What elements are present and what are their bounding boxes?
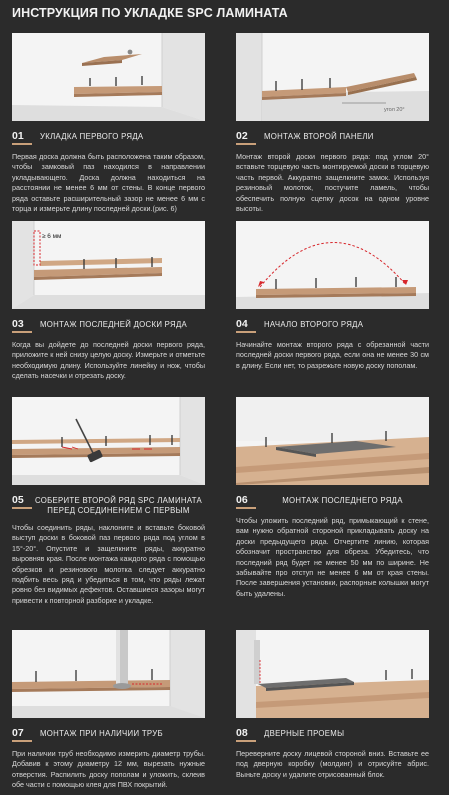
step-number: 01: [12, 130, 32, 145]
step-card-08: [236, 630, 429, 780]
step-text: Первая доска должна быть расположена таким образом, чтобы замковый паз находился в направлении укладывающего. Доска должна находиться на расстоянии не менее 6 мм от стены. В конце первого ряда оставьте расширительный зазор не менее 6 мм с торца и измерьте длину последней доски.(рис. 6): [12, 152, 205, 214]
step-number: 06: [236, 494, 256, 509]
step-text: Начинайте монтаж второго ряда с обрезанной части последней доски первого ряда, если она не менее 30 см в длину. Если нет, то разрежьте новую доску пополам.: [236, 340, 429, 370]
step-card-07: [12, 630, 205, 791]
step-card-06: [236, 397, 429, 599]
gap-label: ≥ 6 мм: [42, 233, 62, 240]
step-illustration-06: [236, 397, 429, 485]
step-card-01: [12, 33, 205, 214]
second-row-start-illustration: [236, 221, 429, 309]
second-panel-illustration: [236, 33, 429, 121]
step-number: 08: [236, 727, 256, 742]
step-heading: НАЧАЛО ВТОРОГО РЯДА: [264, 320, 364, 329]
step-heading: МОНТАЖ ВТОРОЙ ПАНЕЛИ: [264, 132, 374, 141]
last-row-illustration: [236, 397, 429, 485]
step-heading: МОНТАЖ ПОСЛЕДНЕГО РЯДА: [282, 496, 403, 505]
step-text: Чтобы уложить последний ряд, примыкающий к стене, вам нужно обратной стороной прикладывать доску на доски предыдущего ряда. Отчертите линию, которая обозначит пространство для обреза. Убедитесь, что последний ряд будет не менее 50 мм по ширине. Не забывайте про отступ не менее 6 мм от края стены. После завершения установки, распорные колышки могут быть удалены.: [236, 516, 429, 598]
step-illustration-02: [236, 33, 429, 121]
step-number: 07: [12, 727, 32, 742]
step-text: Монтаж второй доски первого ряда: под углом 20° вставьте торцевую часть монтируемой доски в торцевую часть первой. Аккуратно защелкните замок. Используя резиновый молоток, постучите ламель, чтобы обеспечить полную сцепку досок на одном уровне высоты.: [236, 152, 429, 214]
step-illustration-08: [236, 630, 429, 718]
step-card-04: [236, 221, 429, 371]
step-card-05: [12, 397, 205, 606]
page-title: ИНСТРУКЦИЯ ПО УКЛАДКЕ SPC ЛАМИНАТА: [12, 6, 288, 20]
doorway-illustration: [236, 630, 429, 718]
step-illustration-01: [12, 33, 205, 121]
last-board-illustration: [12, 221, 205, 309]
step-number: 03: [12, 318, 32, 333]
step-text: Переверните доску лицевой стороной вниз. Вставьте ее под дверную коробку (молдинг) и отрисуйте абрис. Выньте доску и удалите отрисованный блок.: [236, 749, 429, 779]
angle-label: угол 20°: [384, 107, 405, 113]
step-heading: ДВЕРНЫЕ ПРОЕМЫ: [264, 729, 345, 738]
second-row-assembly-illustration: [12, 397, 205, 485]
step-text: Когда вы дойдете до последней доски первого ряда, приложите к ней снизу целую доску. Измерьте и отметьте необходимую длину. Используйте линейку и нож, чтобы сделать насечки и отрезать доску.: [12, 340, 205, 381]
step-number: 05: [12, 494, 32, 509]
step-card-02: [236, 33, 429, 214]
step-heading: МОНТАЖ ПРИ НАЛИЧИИ ТРУБ: [40, 729, 163, 738]
step-illustration-05: [12, 397, 205, 485]
pipe-illustration: [12, 630, 205, 718]
step-text: Чтобы соединить ряды, наклоните и вставьте боковой выступ доски в боковой паз первого ряда под углом в 15°-20°. Опустите и защелкните ряды, аккуратно выровняв края. После монтажа каждого ряда с помощью обрезков и резинового молотка следует аккуратно подбить весь ряд и убедиться в том, что ряды лежат ровно без видимых дефектов. Оставшиеся зазоры могут привести к повторной разборке и укладке.: [12, 523, 205, 605]
step-number: 02: [236, 130, 256, 145]
step-heading: УКЛАДКА ПЕРВОГО РЯДА: [40, 132, 144, 141]
step-heading: СОБЕРИТЕ ВТОРОЙ РЯД SPC ЛАМИНАТА ПЕРЕД СОЕДИНЕНИЕМ С ПЕРВЫМ: [34, 496, 203, 515]
step-illustration-04: [236, 221, 429, 309]
step-number: 04: [236, 318, 256, 333]
first-row-illustration: [12, 33, 205, 121]
step-illustration-03: [12, 221, 205, 309]
step-heading: МОНТАЖ ПОСЛЕДНЕЙ ДОСКИ РЯДА: [40, 320, 188, 329]
step-card-03: [12, 221, 205, 382]
step-illustration-07: [12, 630, 205, 718]
step-text: При наличии труб необходимо измерить диаметр трубы. Добавив к этому диаметру 12 мм, вырезать нужные отверстия. Распилить доску пополам и уложить, склеив обе части с помощью клея для ПВХ покрытий.: [12, 749, 205, 790]
